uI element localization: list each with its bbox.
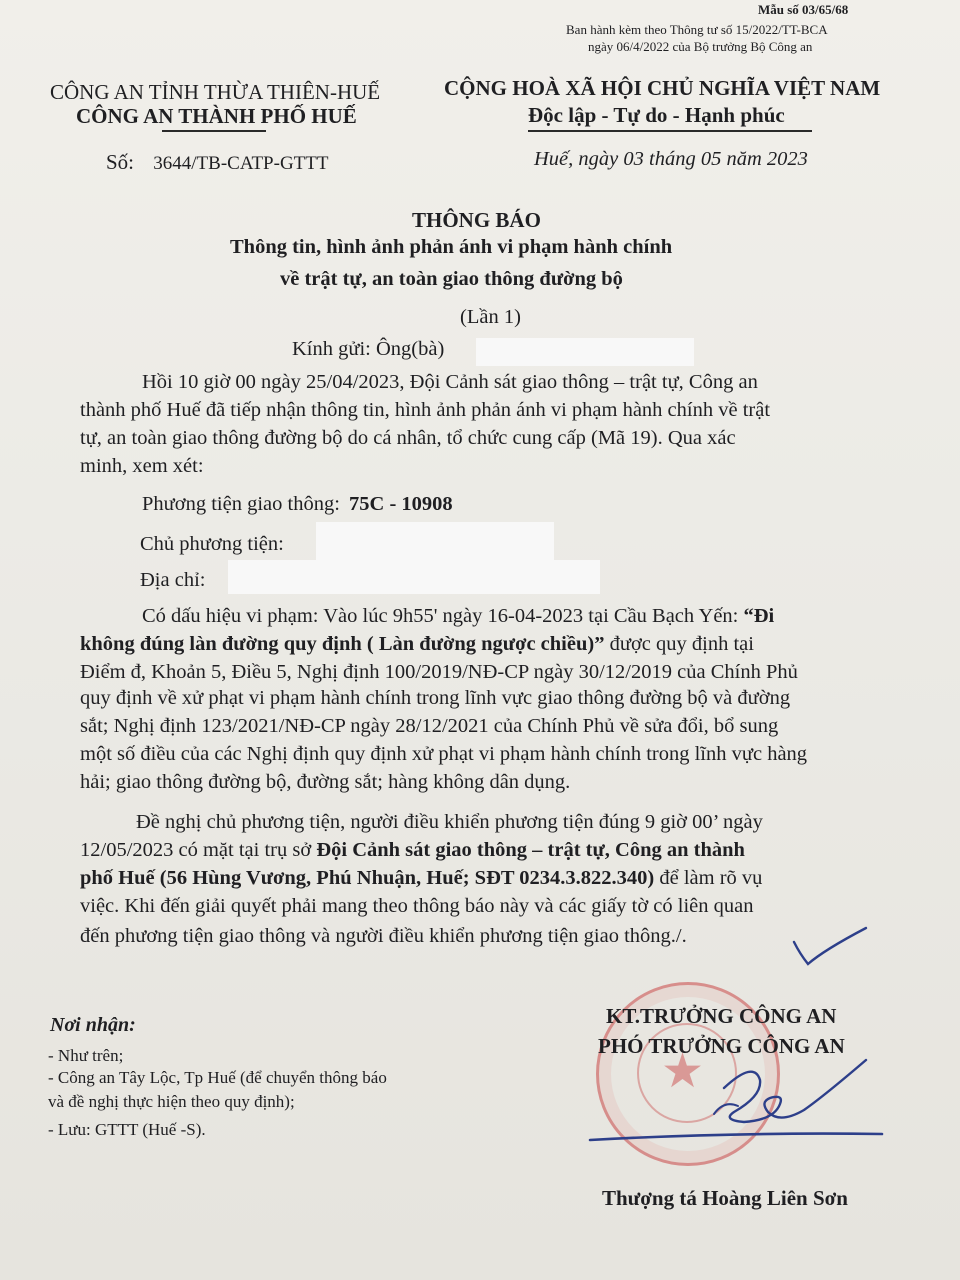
doc-number <box>106 150 328 175</box>
signature-title-2: PHÓ TRƯỞNG CÔNG AN <box>598 1034 845 1058</box>
recipient-item-4: - Lưu: GTTT (Huế -S). <box>48 1120 206 1139</box>
org-provincial-police: CÔNG AN TỈNH THỪA THIÊN-HUẾ <box>50 80 381 104</box>
violation-line-4: quy định về xử phạt vi phạm hành chính trong lĩnh vực giao thông đường bộ và đường <box>80 687 791 709</box>
form-issued-date: ngày 06/4/2022 của Bộ trưởng Bộ Công an <box>588 39 813 54</box>
form-issued-with: Ban hành kèm theo Thông tư số 15/2022/TT-BCA <box>566 22 828 37</box>
vehicle-label: Phương tiện giao thông: <box>142 493 340 515</box>
signer-name: Thượng tá Hoàng Liên Sơn <box>602 1186 848 1210</box>
recipient-label: Kính gửi: Ông(bà) <box>292 338 445 360</box>
violation-line-3: Điểm đ, Khoản 5, Điều 5, Nghị định 100/2019/NĐ-CP ngày 30/12/2019 của Chính Phủ <box>80 661 798 683</box>
request-office-address: phố Huế (56 Hùng Vương, Phú Nhuận, Huế; SĐT 0234.3.822.340) <box>80 867 655 889</box>
doc-subtitle-1: Thông tin, hình ảnh phản ánh vi phạm hành chính <box>230 236 673 258</box>
date-line: Huế, ngày 03 tháng 05 năm 2023 <box>534 148 808 170</box>
doc-title: THÔNG BÁO <box>412 208 541 232</box>
violation-quote-start: “Đi <box>743 605 775 627</box>
violation-intro: Có dấu hiệu vi phạm: Vào lúc 9h55' ngày 16-04-2023 tại Cầu Bạch Yến: <box>142 605 744 627</box>
owner-redacted <box>316 522 554 560</box>
address-redacted <box>228 560 600 594</box>
violation-regulated: được quy định tại <box>604 633 754 655</box>
recipient-redacted <box>476 338 694 366</box>
vehicle-plate: 75C - 10908 <box>349 493 453 515</box>
motto-underline <box>528 130 812 132</box>
recipient-item-1: - Như trên; <box>48 1046 124 1065</box>
org-underline <box>162 130 266 132</box>
recipient-item-3: và đề nghị thực hiện theo quy định); <box>48 1092 295 1111</box>
request-line-5: đến phương tiện giao thông và người điều khiển phương tiện giao thông./. <box>80 925 687 947</box>
doc-subtitle-2: về trật tự, an toàn giao thông đường bộ <box>280 268 623 290</box>
stamp-star-icon: ★ <box>661 1043 705 1099</box>
request-line-1: Đề nghị chủ phương tiện, người điều khiển phương tiện đúng 9 giờ 00’ ngày <box>136 811 763 833</box>
para1-line-2: thành phố Huế đã tiếp nhận thông tin, hình ảnh phản ánh vi phạm hành chính về trật <box>80 399 771 421</box>
recipient-item-2: - Công an Tây Lộc, Tp Huế (để chuyển thông báo <box>48 1068 387 1087</box>
signature-title-1: KT.TRƯỞNG CÔNG AN <box>606 1004 837 1028</box>
request-line-4: việc. Khi đến giải quyết phải mang theo thông báo này và các giấy tờ có liên quan <box>80 895 754 917</box>
country-name: CỘNG HOÀ XÃ HỘI CHỦ NGHĨA VIỆT NAM <box>444 76 881 100</box>
violation-line-2 <box>80 630 754 659</box>
recipients-title: Nơi nhận: <box>50 1014 136 1036</box>
national-motto: Độc lập - Tự do - Hạnh phúc <box>528 103 785 127</box>
notice-count: (Lần 1) <box>460 306 521 328</box>
request-purpose: để làm rõ vụ <box>654 867 763 889</box>
org-city-police: CÔNG AN THÀNH PHỐ HUẾ <box>76 104 357 128</box>
request-line-3 <box>80 864 762 893</box>
handwritten-check-mark <box>790 920 870 970</box>
request-office: Đội Cảnh sát giao thông – trật tự, Công an thành <box>316 839 745 861</box>
para1-line-3: tự, an toàn giao thông đường bộ do cá nhân, tổ chức cung cấp (Mã 19). Qua xác <box>80 427 736 449</box>
form-number: Mẫu số 03/65/68 <box>758 2 849 17</box>
request-line-2 <box>80 836 745 865</box>
para1-line-4: minh, xem xét: <box>80 455 204 477</box>
doc-number-label: Số: <box>106 150 135 174</box>
owner-label: Chủ phương tiện: <box>140 533 284 555</box>
violation-offence: không đúng làn đường quy định ( Làn đường ngược chiều)” <box>80 633 605 655</box>
violation-line-1 <box>142 602 774 631</box>
request-address-intro: 12/05/2023 có mặt tại trụ sở <box>80 839 317 861</box>
para1-line-1: Hồi 10 giờ 00 ngày 25/04/2023, Đội Cảnh sát giao thông – trật tự, Công an <box>142 371 758 393</box>
handwritten-signature <box>584 1040 884 1150</box>
violation-line-7: hải; giao thông đường bộ, đường sắt; hàng không dân dụng. <box>80 771 571 793</box>
address-label: Địa chỉ: <box>140 569 206 591</box>
violation-line-5: sắt; Nghị định 123/2021/NĐ-CP ngày 28/12/2021 của Chính Phủ về sửa đổi, bổ sung <box>80 715 779 737</box>
violation-line-6: một số điều của các Nghị định quy định xử phạt vi phạm hành chính trong lĩnh vực hàng <box>80 743 808 765</box>
vehicle-line <box>142 490 453 519</box>
doc-number-value: 3644/TB-CATP-GTTT <box>153 153 329 174</box>
